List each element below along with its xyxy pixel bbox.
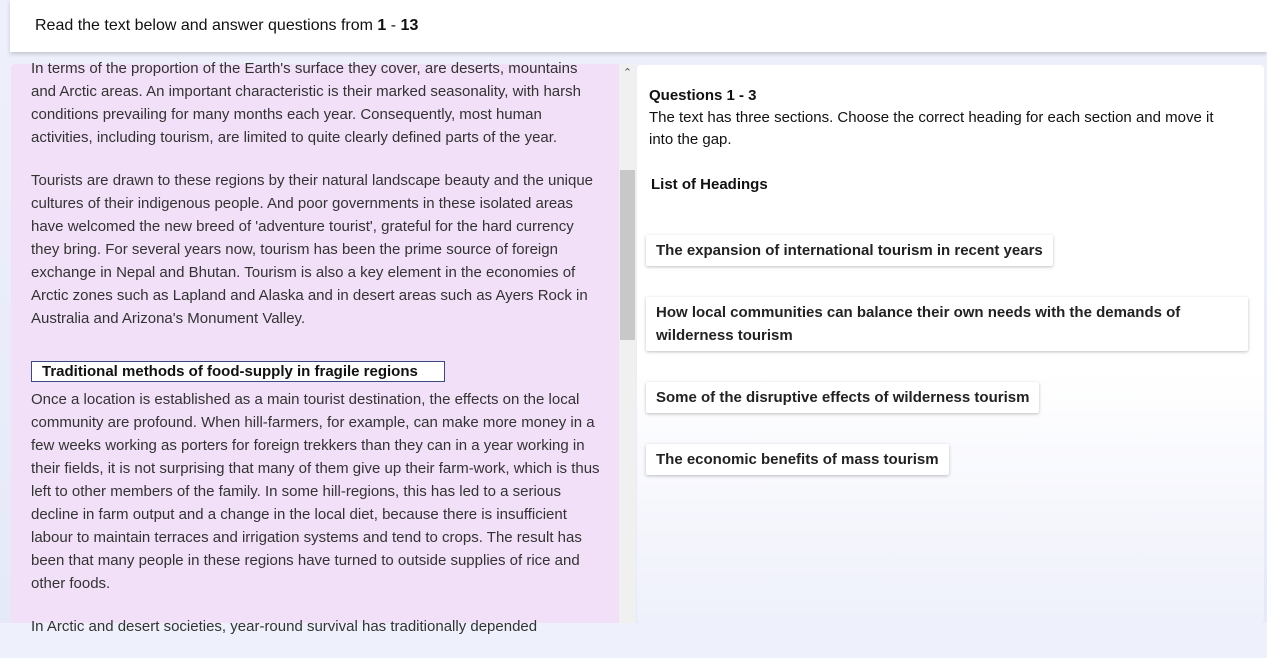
passage-paragraph: Tourists are drawn to these regions by their natural landscape beauty and the unique cultures of their indigenous people. And poor governments in these isolated areas have welcomed the new breed of 'adventure tourist', grateful for the hard currency they bring. For several years now, tourism has been the prime source of foreign exchange in Nepal and Bhutan. Tourism is also a key element in the economies of Arctic zones such as Lapland and Alaska and in desert areas such as Ayers Rock in Australia and Arizona's Monument Valley. bbox=[31, 172, 594, 327]
heading-option[interactable]: The expansion of international tourism in recent years bbox=[646, 235, 1053, 266]
heading-option[interactable]: The economic benefits of mass tourism bbox=[646, 444, 949, 475]
passage-paragraph: In Arctic and desert societies, year-round survival has traditionally depended bbox=[31, 618, 538, 635]
range-start: 1 bbox=[377, 17, 387, 34]
heading-option[interactable]: Some of the disruptive effects of wilderness tourism bbox=[646, 382, 1039, 413]
scrollbar-thumb[interactable] bbox=[620, 170, 635, 340]
passage-paragraph: Once a location is established as a main tourist destination, the effects on the local community are profound. When hill-farmers, for example, can make more money in a few weeks working as porters for foreign trekkers than they can in a year working in their fields, it is not surprising that many of them give up their farm-work, which is thus left to other members of the family. In some hill-regions, this has led to a serious decline in farm output and a change in the local diet, because there is insufficient labour to maintain terraces and irrigation systems and tend to crops. The result has been that many people in these regions have turned to outside supplies of rice and other foods. bbox=[31, 391, 600, 592]
passage-scrollbar[interactable] bbox=[619, 64, 636, 623]
heading-drop-gap[interactable]: Traditional methods of food-supply in fragile regions bbox=[31, 361, 445, 382]
range-end: 13 bbox=[400, 17, 419, 34]
passage-paragraph: In terms of the proportion of the Earth's surface they cover, are deserts, mountains and Arctic areas. An important characteristic is their marked seasonality, with harsh conditions prevailing for many months each year. Consequently, most human activities, including tourism, are limited to quite clearly defined parts of the year. bbox=[31, 60, 581, 146]
instruction-bar bbox=[10, 0, 1267, 52]
passage-text bbox=[31, 57, 601, 658]
reading-passage-panel[interactable] bbox=[11, 60, 619, 635]
questions-instruction: The text has three sections. Choose the correct heading for each section and move it into the gap. bbox=[649, 109, 1214, 148]
questions-title: Questions 1 - 3 bbox=[649, 87, 757, 104]
chevron-up-icon[interactable]: ⌃ bbox=[622, 67, 633, 79]
heading-option[interactable]: How local communities can balance their own needs with the demands of wilderness tourism bbox=[646, 297, 1248, 351]
list-of-headings-title: List of Headings bbox=[651, 176, 768, 193]
questions-panel bbox=[637, 65, 1264, 623]
instruction-text: Read the text below and answer questions from 1 - 13 bbox=[35, 17, 419, 34]
